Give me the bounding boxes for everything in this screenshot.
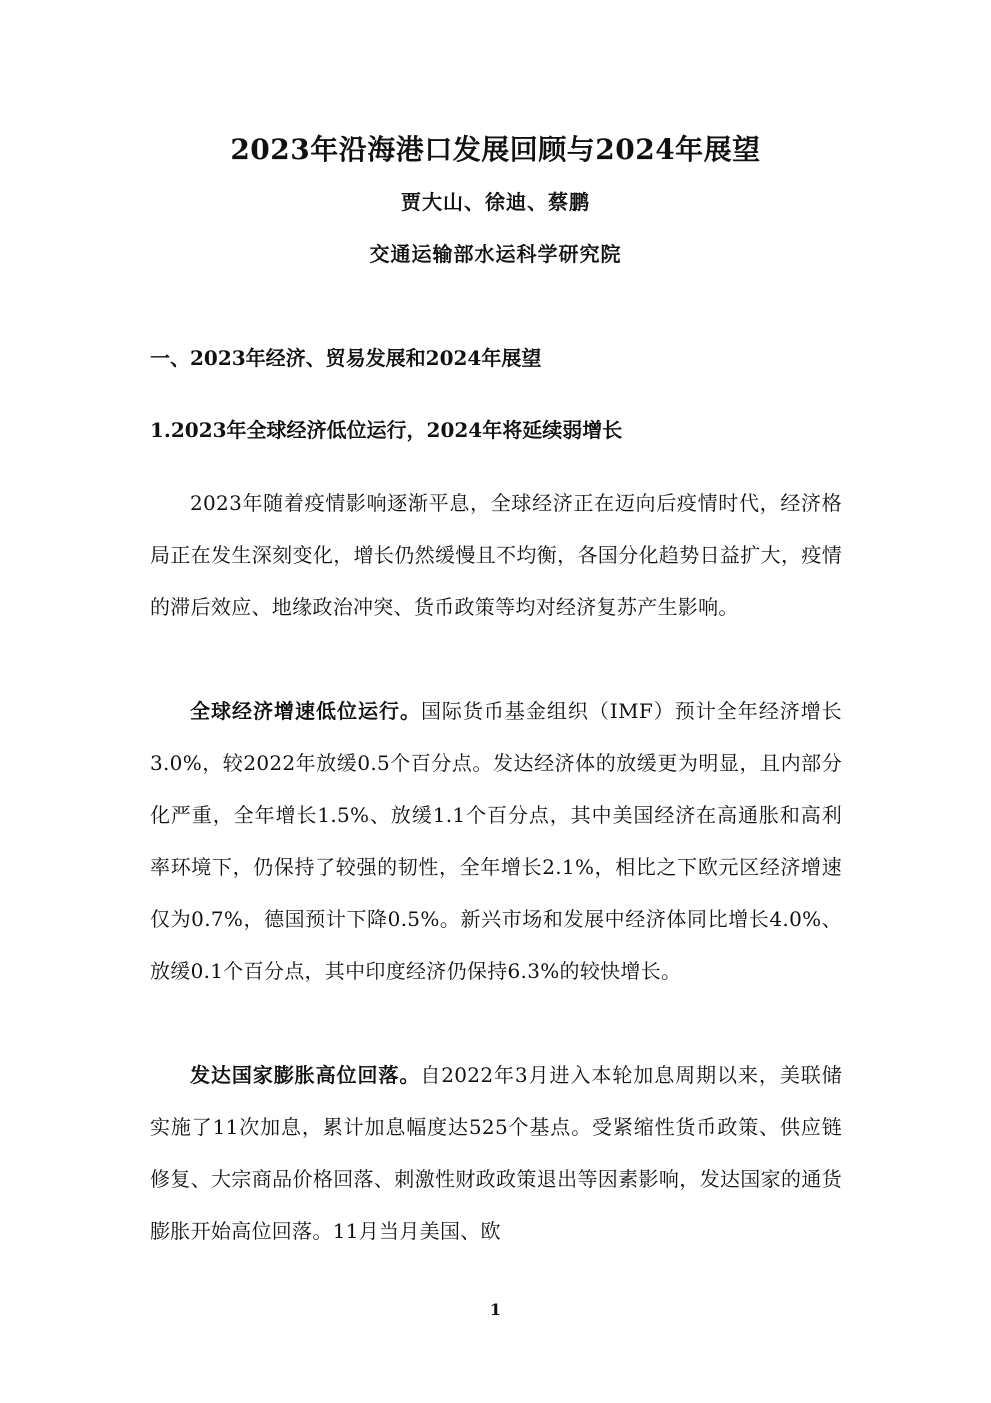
document-affiliation: 交通运输部水运科学研究院 <box>369 242 622 266</box>
subsection-heading: 1.2023年全球经济低位运行，2024年将延续弱增长 <box>150 418 623 442</box>
paragraph-text: 2023年随着疫情影响逐渐平息，全球经济正在迈向后疫情时代，经济格局正在发生深刻变化，增长仍然缓慢且不均衡，各国分化趋势日益扩大，疫情的滞后效应、地缘政治冲突、货币政策等均对经济复苏产生影响。 <box>150 491 842 619</box>
paragraph-lead: 发达国家膨胀高位回落。 <box>190 1063 421 1087</box>
paragraph <box>150 477 842 633</box>
paragraph-text: 自2022年3月进入本轮加息周期以来，美联储实施了11次加息，累计加息幅度达525个基点。受紧缩性货币政策、供应链修复、大宗商品价格回落、刺激性财政政策退出等因素影响，发达国家的通货膨胀开始高位回落。11月当月美国、欧 <box>150 1063 842 1243</box>
document-authors: 贾大山、徐迪、蔡鹏 <box>401 190 590 214</box>
paragraph-text: 国际货币基金组织（IMF）预计全年经济增长3.0%，较2022年放缓0.5个百分点。发达经济体的放缓更为明显，且内部分化严重，全年增长1.5%、放缓1.1个百分点，其中美国经济在高通胀和高利率环境下，仍保持了较强的韧性，全年增长2.1%，相比之下欧元区经济增速仅为0.7%，德国预计下降0.5%。新兴市场和发展中经济体同比增长4.0%、放缓0.1个百分点，其中印度经济仍保持6.3%的较快增长。 <box>150 699 842 983</box>
paragraph <box>150 685 842 997</box>
paragraph <box>150 1049 842 1257</box>
document-title: 2023年沿海港口发展回顾与2024年展望 <box>230 133 761 166</box>
page-number: 1 <box>489 1300 502 1319</box>
section-heading: 一、2023年经济、贸易发展和2024年展望 <box>150 346 542 370</box>
paragraph-lead: 全球经济增速低位运行。 <box>190 699 421 723</box>
